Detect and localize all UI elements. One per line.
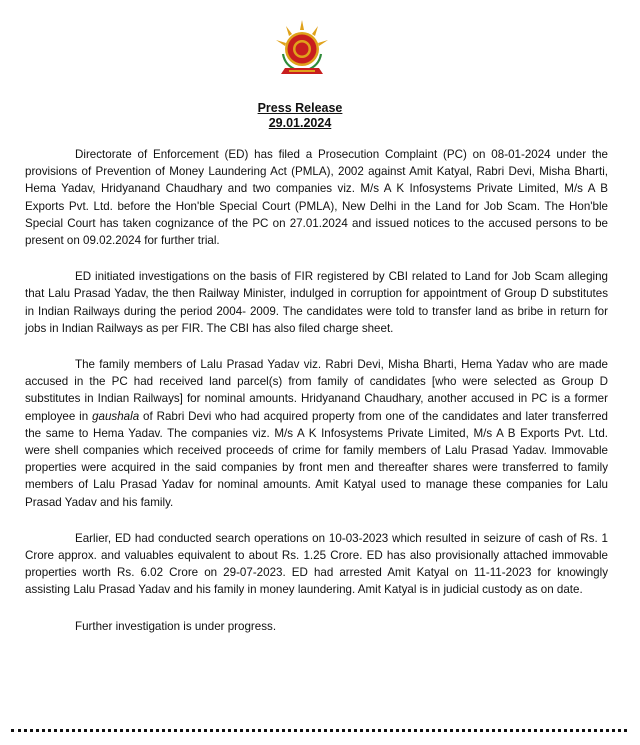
document-date: 29.01.2024 xyxy=(268,116,332,130)
paragraph-1: Directorate of Enforcement (ED) has filed a Prosecution Complaint (PC) on 08-01-2024 under the provisions of Prevention of Money Laundering Act (PMLA), 2002 against Amit Katyal, Rabri Devi, Misha Bharti, Hema Yadav, Hridyanand Chaudhary and two companies viz. M/s A K Infosystems Private Limited, M/s A B Exports Pvt. Ltd. before the Hon'ble Special Court (PMLA), New Delhi in the Land for Job Scam. The Hon'ble Special Court has taken cognizance of the PC on 27.01.2024 and issued notices to the accused persons to be present on 09.02.2024 for further trial. xyxy=(25,148,608,248)
paragraph-3-text-a: The family members of Lalu Prasad Yadav viz. Rabri Devi, Misha Bharti, Hema Yadav who are made accused in the PC had received land parcel(s) from family of candidates [who were selected as Group D substitutes in Indian Railways] for nominal amounts. Hridyanand Chaudhary, another accused in PC is a former employee in xyxy=(25,358,608,423)
document-header xyxy=(0,101,600,131)
paragraph-3-italic-term: gaushala xyxy=(92,409,140,423)
document-title: Press Release xyxy=(257,101,343,115)
paragraph-5: Further investigation is under progress. xyxy=(75,619,277,633)
paragraph-2: ED initiated investigations on the basis of FIR registered by CBI related to Land for Job Scam alleging that Lalu Prasad Yadav, the then Railway Minister, indulged in corruption for appointment of Group D substitutes in Indian Railways during the period 2004- 2009. The candidates were told to transfer land as bribe in return for jobs in Indian Railways as per FIR. The CBI has also filed charge sheet. xyxy=(25,270,608,335)
paragraph-4: Earlier, ED had conducted search operations on 10-03-2023 which resulted in seizure of cash of Rs. 1 Crore approx. and valuables equivalent to about Rs. 1.25 Crore. ED has also provisionally attached immovable properties worth Rs. 6.02 Crore on 29-07-2023. ED had arrested Amit Katyal on 11-11-2023 for knowingly assisting Lalu Prasad Yadav and his family in money laundering. Amit Katyal is in judicial custody as on date. xyxy=(25,531,608,597)
ed-emblem-icon xyxy=(271,18,333,80)
paragraph-3-text-b: of Rabri Devi who had acquired property from one of the candidates and later transferred the same to Hema Yadav. The companies viz. M/s A K Infosystems Private Limited, M/s A B Exports Pvt. Ltd. were shell companies which received proceeds of crime for family members of Lalu Prasad Yadav. Immovable properties were acquired in the said companies by front men and thereafter shares were transferred to family members of Lalu Prasad Yadav for nominal amounts. Amit Katyal used to manage these companies for Lalu Prasad Yadav and his family. xyxy=(25,409,608,509)
document-body xyxy=(25,146,608,635)
dotted-divider xyxy=(11,729,627,732)
paragraph-3 xyxy=(25,356,608,511)
